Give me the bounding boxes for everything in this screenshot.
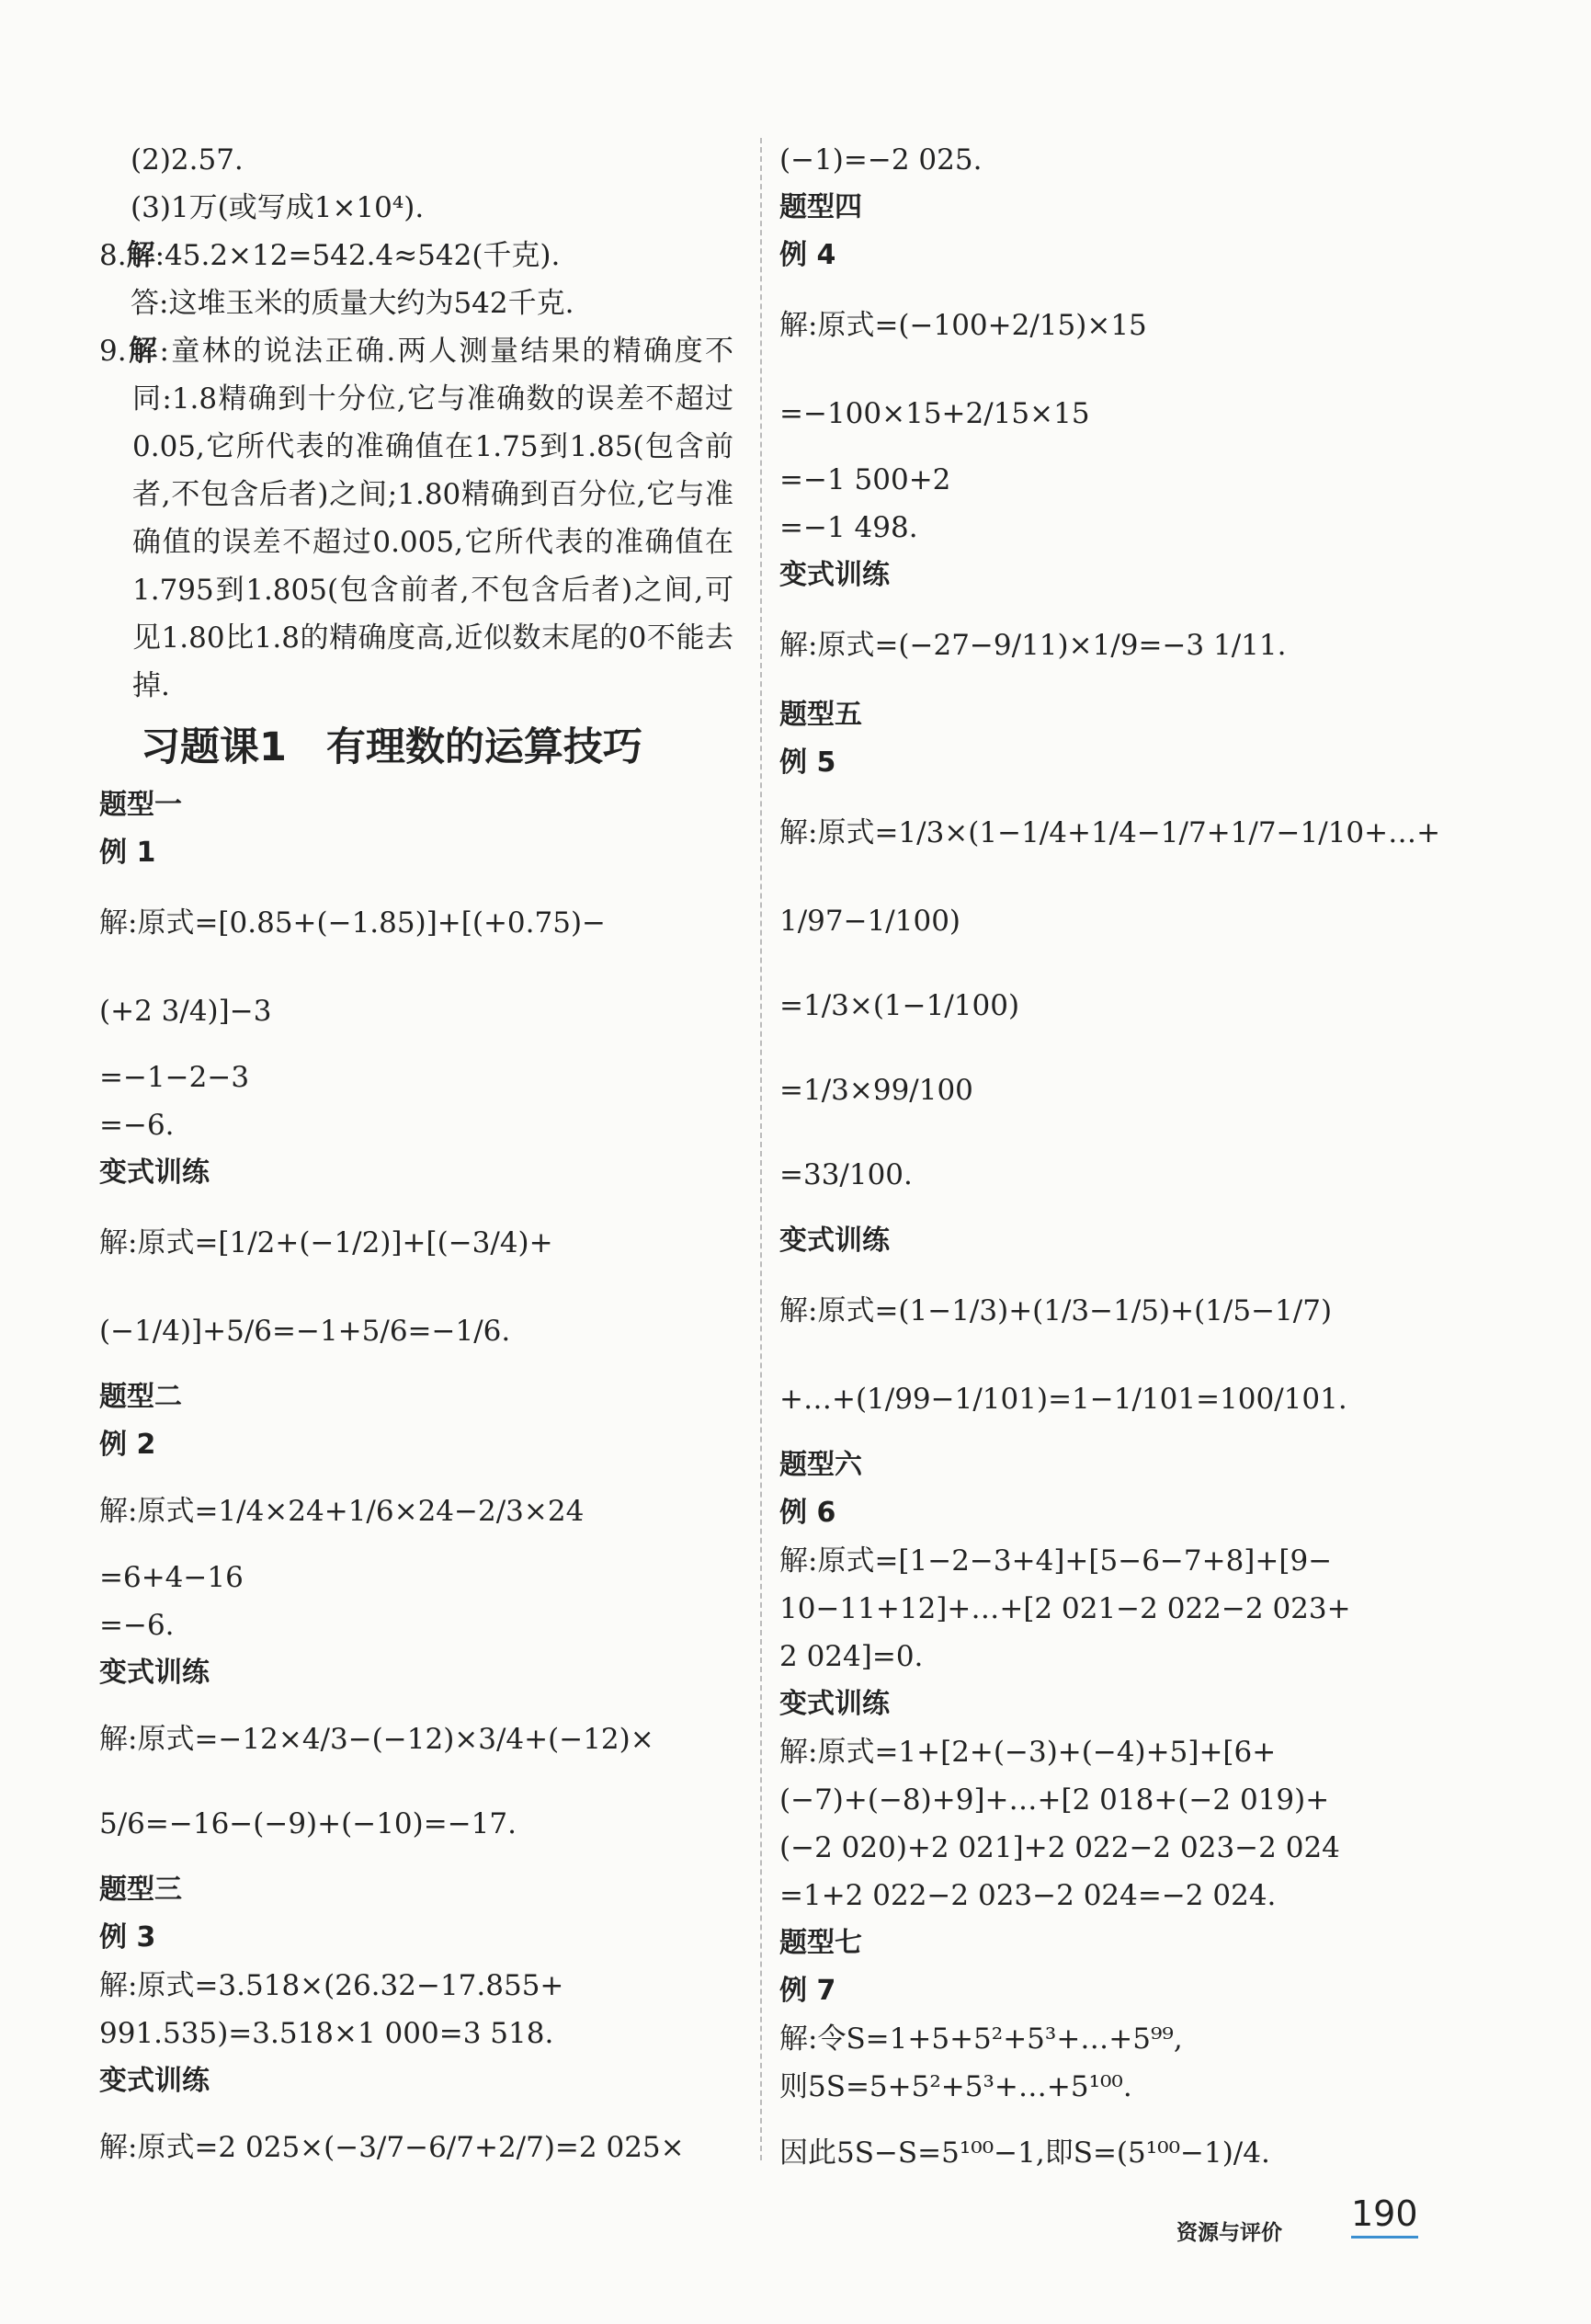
variant-heading: 变式训练	[779, 559, 890, 591]
variant-heading: 变式训练	[779, 1688, 890, 1720]
solution-line: 解:原式=(1−1/3)+(1/3−1/5)+(1/5−1/7)	[779, 1294, 1333, 1327]
solution-line: 解:原式=[0.85+(−1.85)]+[(+0.75)−	[99, 906, 607, 940]
solution-line: (−2 020)+2 021]+2 022−2 023−2 024	[779, 1831, 1340, 1864]
solution-line: 解:原式=3.518×(26.32−17.855+	[99, 1969, 564, 2002]
solution-line: 10−11+12]+…+[2 021−2 022−2 023+	[779, 1592, 1351, 1625]
answer-line: (3)1万(或写成1×10⁴).	[131, 191, 425, 224]
solution-line: 解:原式=1/3×(1−1/4+1/4−1/7+1/7−1/10+…+	[779, 816, 1441, 849]
solution-line: =−1 500+2	[779, 463, 951, 496]
example-heading: 例 4	[779, 239, 836, 271]
solution-line: 解:原式=1/4×24+1/6×24−2/3×24	[99, 1495, 585, 1528]
solution-line: =33/100.	[779, 1158, 913, 1191]
example-heading: 例 2	[99, 1429, 156, 1461]
example-heading: 例 1	[99, 837, 156, 869]
solution-line: 5/6=−16−(−9)+(−10)=−17.	[99, 1807, 517, 1840]
answer-line: 答:这堆玉米的质量大约为542千克.	[131, 287, 574, 320]
solution-line: =1+2 022−2 023−2 024=−2 024.	[779, 1879, 1277, 1912]
solution-line: 解:原式=1+[2+(−3)+(−4)+5]+[6+	[779, 1736, 1277, 1769]
footer-book-title: 资源与评价	[1176, 2221, 1282, 2245]
solution-line: 则5S=5+5²+5³+…+5¹⁰⁰.	[779, 2070, 1132, 2103]
variant-heading: 变式训练	[99, 1657, 210, 1689]
solution-line: (−1)=−2 025.	[779, 143, 983, 177]
solution-line: 因此5S−S=5¹⁰⁰−1,即S=(5¹⁰⁰−1)/4.	[779, 2136, 1270, 2170]
solution-line: =−6.	[99, 1109, 175, 1142]
right-column	[779, 136, 1441, 2195]
example-heading: 例 7	[779, 1975, 836, 2007]
solution-line: =−100×15+2/15×15	[779, 397, 1090, 430]
type-heading: 题型七	[779, 1927, 862, 1959]
solution-line: =6+4−16	[99, 1561, 244, 1594]
question-9: 9.解:童林的说法正确.两人测量结果的精确度不同:1.8精确到十分位,它与准确数的误差不超过0.05,它所代表的准确值在1.75到1.85(包含前者,不包含后者)之间;1.80精确到百分位,它与准确值的误差不超过0.005,它所代表的准确值在1.795到1.805(包含前者,不包含后者)之间,可见1.80比1.8的精确度高,近似数末尾的0不能去掉.	[99, 335, 734, 702]
example-heading: 例 6	[779, 1497, 836, 1529]
solution-line: 解:原式=2 025×(−3/7−6/7+2/7)=2 025×	[99, 2131, 685, 2164]
solution-line: (−7)+(−8)+9]+…+[2 018+(−2 019)+	[779, 1783, 1330, 1817]
type-heading: 题型四	[779, 191, 862, 223]
solution-line: 解:令S=1+5+5²+5³+…+5⁹⁹,	[779, 2022, 1183, 2056]
variant-heading: 变式训练	[99, 1156, 210, 1189]
section-title: 习题课1 有理数的运算技巧	[141, 724, 642, 770]
solution-line: =−1−2−3	[99, 1061, 250, 1094]
variant-heading: 变式训练	[99, 2065, 210, 2097]
solution-line: 1/97−1/100)	[779, 905, 961, 938]
solution-line: 991.535)=3.518×1 000=3 518.	[99, 2017, 554, 2050]
solution-line: +…+(1/99−1/101)=1−1/101=100/101.	[779, 1383, 1347, 1416]
solution-line: (−1/4)]+5/6=−1+5/6=−1/6.	[99, 1315, 511, 1348]
type-heading: 题型一	[99, 789, 182, 821]
type-heading: 题型五	[779, 699, 862, 731]
solution-line: =−6.	[99, 1609, 175, 1642]
left-column	[99, 136, 733, 2190]
column-divider	[760, 138, 762, 2160]
type-heading: 题型二	[99, 1381, 182, 1413]
solution-line: 解:原式=(−27−9/11)×1/9=−3 1/11.	[779, 629, 1287, 662]
solution-label: 解	[126, 335, 160, 368]
solution-line: 解:原式=(−100+2/15)×15	[779, 309, 1147, 342]
solution-line: 解:原式=[1−2−3+4]+[5−6−7+8]+[9−	[779, 1544, 1333, 1578]
solution-line: (+2 3/4)]−3	[99, 995, 272, 1028]
example-heading: 例 5	[779, 746, 836, 779]
type-heading: 题型三	[99, 1874, 182, 1906]
answer-line: (2)2.57.	[131, 143, 244, 177]
example-heading: 例 3	[99, 1921, 156, 1954]
type-heading: 题型六	[779, 1449, 862, 1481]
variant-heading: 变式训练	[779, 1225, 890, 1257]
solution-line: 2 024]=0.	[779, 1640, 924, 1673]
question-8: 8.解:45.2×12=542.4≈542(千克).	[99, 239, 561, 272]
solution-line: 解:原式=−12×4/3−(−12)×3/4+(−12)×	[99, 1723, 654, 1756]
solution-label: 解	[126, 239, 155, 272]
page-number: 190	[1351, 2193, 1418, 2239]
solution-line: 解:原式=[1/2+(−1/2)]+[(−3/4)+	[99, 1226, 553, 1259]
solution-line: =1/3×99/100	[779, 1074, 973, 1107]
solution-line: =1/3×(1−1/100)	[779, 989, 1020, 1022]
solution-line: =−1 498.	[779, 511, 918, 544]
